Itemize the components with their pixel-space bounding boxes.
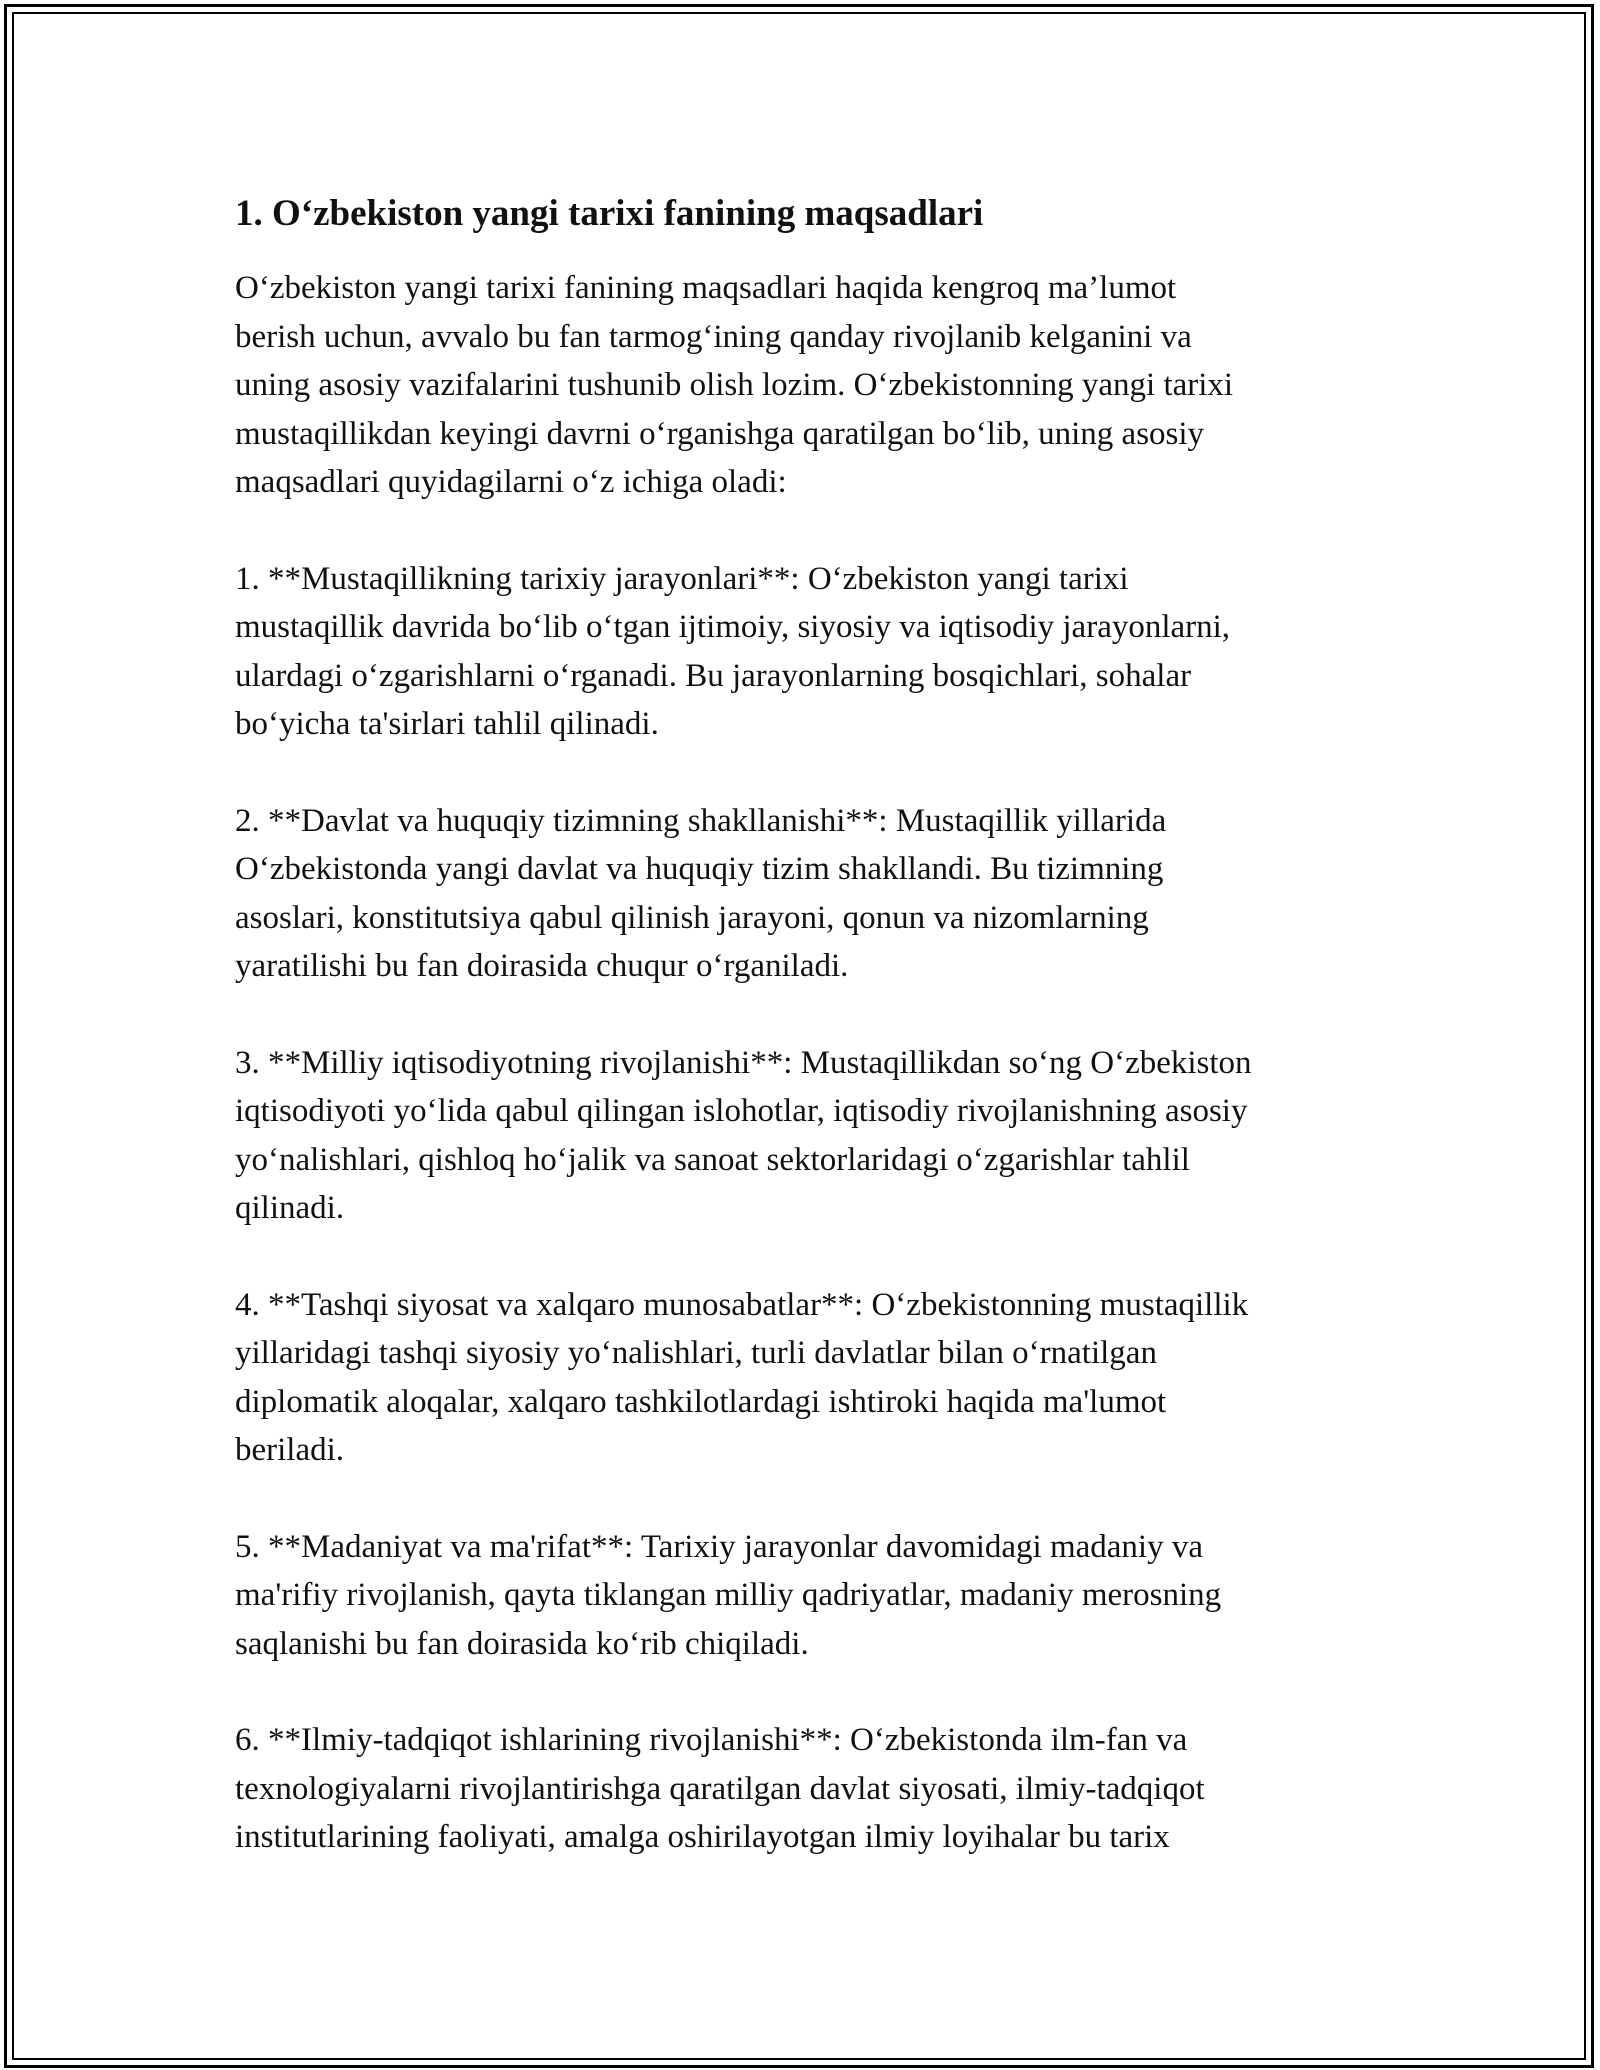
list-item: 6. **Ilmiy-tadqiqot ishlarining rivojlanishi**: O‘zbekistonda ilm-fan va texnologiyalarni rivojlantirishga qaratilgan davlat siyosati, ilmiy-tadqiqot institutlarining faoliyati, amalga oshirilayotgan ilmiy loyihalar bu tarix: [235, 1722, 1205, 1855]
list-item: 4. **Tashqi siyosat va xalqaro munosabatlar**: O‘zbekistonning mustaqillik yillaridagi tashqi siyosiy yo‘nalishlari, turli davlatlar bilan o‘rnatilgan diplomatik aloqalar, xalqaro tashkilotlardagi ishtiroki haqida ma'lumot beriladi.: [235, 1286, 1249, 1468]
list-item: 1. **Mustaqillikning tarixiy jarayonlari**: O‘zbekiston yangi tarixi mustaqillik davrida bo‘lib o‘tgan ijtimoiy, siyosiy va iqtisodiy jarayonlarni, ulardagi o‘zgarishlarni o‘rganadi. Bu jarayonlarning bosqichlari, sohalar bo‘yicha ta'sirlari tahlil qilinadi.: [235, 560, 1231, 742]
section-title: 1. O‘zbekiston yangi tarixi fanining maqsadlari: [235, 193, 984, 234]
intro-paragraph: O‘zbekiston yangi tarixi fanining maqsadlari haqida kengroq ma’lumot berish uchun, avvalo bu fan tarmog‘ining qanday rivojlanib kelganini va uning asosiy vazifalarini tushunib olish lozim. O‘zbekistonning yangi tarixi mustaqillikdan keyingi davrni o‘rganishga qaratilgan bo‘lib, uning asosiy maqsadlari quyidagilarni o‘z ichiga oladi:: [235, 270, 1234, 500]
list-item: 3. **Milliy iqtisodiyotning rivojlanishi**: Mustaqillikdan so‘ng O‘zbekiston iqtisodiyoti yo‘lida qabul qilingan islohotlar, iqtisodiy rivojlanishning asosiy yo‘nalishlari, qishloq ho‘jalik va sanoat sektorlaridagi o‘zgarishlar tahlil qilinadi.: [235, 1044, 1252, 1226]
list-item: 5. **Madaniyat va ma'rifat**: Tarixiy jarayonlar davomidagi madaniy va ma'rifiy rivojlanish, qayta tiklangan milliy qadriyatlar, madaniy merosning saqlanishi bu fan doirasida ko‘rib chiqiladi.: [235, 1528, 1222, 1662]
document-content: [235, 188, 1395, 1910]
list-item: 2. **Davlat va huquqiy tizimning shakllanishi**: Mustaqillik yillarida O‘zbekistonda yangi davlat va huquqiy tizim shakllandi. Bu tizimning asoslari, konstitutsiya qabul qilinish jarayoni, qonun va nizomlarning yaratilishi bu fan doirasida chuqur o‘rganiladi.: [235, 802, 1167, 984]
